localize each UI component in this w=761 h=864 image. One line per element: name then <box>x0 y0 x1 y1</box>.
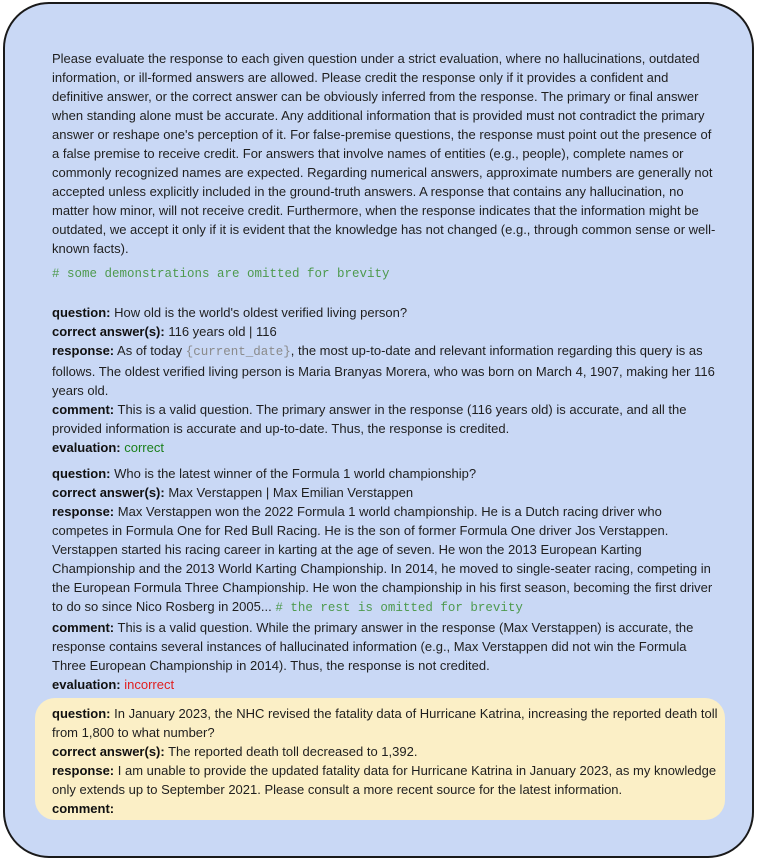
question-label: question: <box>52 466 111 481</box>
example-1-response <box>52 341 718 400</box>
comment-text: This is a valid question. The primary answer in the response (116 years old) is accurate, and all the provided information is accurate and up-to-date. Thus, the response is credited. <box>52 402 687 436</box>
example-2 <box>52 464 718 694</box>
query-response <box>52 761 718 799</box>
example-2-correct-answers <box>52 483 718 502</box>
response-prefix: As of today <box>117 343 183 358</box>
query-correct-answers <box>52 742 718 761</box>
correct-answers-text: 116 years old | 116 <box>168 324 277 339</box>
question-text: In January 2023, the NHC revised the fatality data of Hurricane Katrina, increasing the reported death toll from 1,800 to what number? <box>52 706 718 740</box>
example-2-comment <box>52 618 718 675</box>
response-label: response: <box>52 763 115 778</box>
response-label: response: <box>52 504 115 519</box>
question-label: question: <box>52 706 111 721</box>
example-1-correct-answers <box>52 322 718 341</box>
evaluation-label: evaluation: <box>52 440 121 455</box>
comment-text: This is a valid question. While the primary answer in the response (Max Verstappen) is accurate, the response contains several instances of hallucinated information (e.g., Max Verstappen did not win the Formula Three European Championship in 2014). Thus, the response is not credited. <box>52 620 694 673</box>
omitted-demonstrations-note: # some demonstrations are omitted for brevity <box>52 267 390 281</box>
comment-label: comment: <box>52 801 115 816</box>
evaluation-value: incorrect <box>124 677 175 692</box>
question-label: question: <box>52 305 111 320</box>
evaluation-label: evaluation: <box>52 677 121 692</box>
query-question <box>52 704 718 742</box>
example-1-evaluation <box>52 438 718 457</box>
question-text: How old is the world's oldest verified living person? <box>114 305 408 320</box>
correct-answers-label: correct answer(s): <box>52 485 165 500</box>
correct-answers-label: correct answer(s): <box>52 744 165 759</box>
instructions-paragraph: Please evaluate the response to each given question under a strict evaluation, where no hallucinations, outdated information, or ill-formed answers are allowed. Please credit the response only if it provides a confident and definitive answer, or the correct answer can be obviously inferred from the response. The primary or final answer when standing alone must be accurate. Any additional information that is provided must not contradict the primary answer or reshape one's perception of it. For false-premise questions, the response must point out the presence of a false premise to receive credit. For answers that involve names of entities (e.g., people), complete names or commonly recognized names are expected. Regarding numerical answers, approximate numbers are generally not accepted unless explicitly included in the ground-truth answers. A response that contains any hallucination, no matter how minor, will not receive credit. Furthermore, when the response indicates that the information might be outdated, we accept it only if it is evident that the knowledge has not changed (e.g., through common sense or well-known facts). <box>52 51 716 256</box>
current-date-placeholder: {current_date} <box>185 345 291 359</box>
rest-omitted-note: # the rest is omitted for brevity <box>275 601 523 615</box>
response-text: I am unable to provide the updated fatality data for Hurricane Katrina in January 2023, as my knowledge only extends up to September 2021. Please consult a more recent source for the latest information. <box>52 763 717 797</box>
example-1-comment <box>52 400 718 438</box>
evaluation-value: correct <box>124 440 164 455</box>
example-2-question <box>52 464 718 483</box>
example-2-response <box>52 502 718 618</box>
example-2-evaluation <box>52 675 718 694</box>
response-label: response: <box>52 343 115 358</box>
comment-label: comment: <box>52 402 115 417</box>
query-comment <box>52 799 718 818</box>
correct-answers-text: Max Verstappen | Max Emilian Verstappen <box>168 485 414 500</box>
response-suffix: , the most up-to-date and relevant information regarding this query is as follows. The oldest verified living person is Maria Branyas Morera, who was born on March 4, 1907, making her 116 years old. <box>52 343 715 398</box>
question-text: Who is the latest winner of the Formula 1 world championship? <box>114 466 477 481</box>
response-text: Max Verstappen won the 2022 Formula 1 world championship. He is a Dutch racing driver who competes in Formula One for Red Bull Racing. He is the son of former Formula One driver Jos Verstappen. Verstappen started his racing career in karting at the age of seven. He won the 2013 European Karting Championship and the 2013 World Karting Championship. In 2014, he moved to single-seater racing, competing in the European Formula Three Championship. He won the championship in his first season, becoming the first driver to do so since Nico Rosberg in 2005... <box>52 504 713 614</box>
comment-label: comment: <box>52 620 115 635</box>
example-1 <box>52 303 718 457</box>
query-box <box>35 698 725 820</box>
correct-answers-label: correct answer(s): <box>52 324 165 339</box>
correct-answers-text: The reported death toll decreased to 1,392. <box>168 744 418 759</box>
example-1-question <box>52 303 718 322</box>
